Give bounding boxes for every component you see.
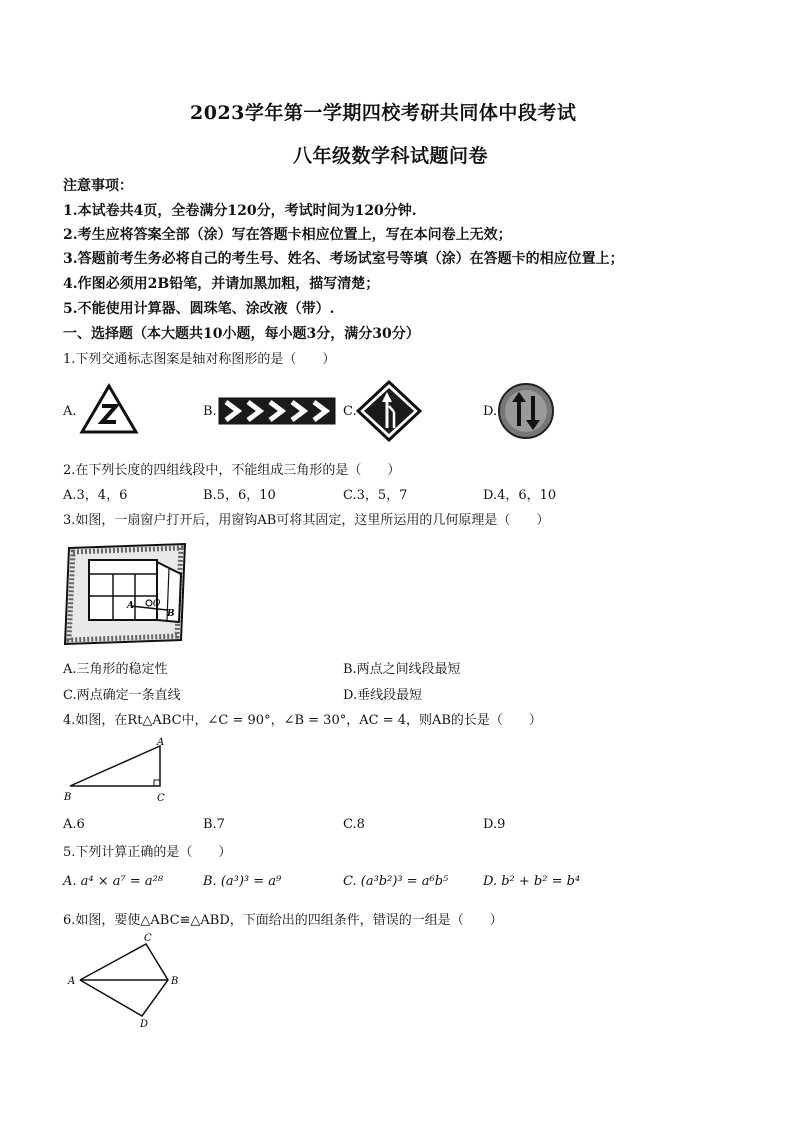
- q4-option-a: A.6: [63, 817, 85, 832]
- q5-option-c: C. (a³b²)³ = a⁶b⁵: [343, 874, 449, 889]
- q5-option-a: A. a⁴ × a⁷ = a²⁸: [63, 874, 164, 889]
- question-6-stem: 6.如图，要使△ABC≌△ABD，下面给出的四组条件，错误的一组是（ ）: [63, 913, 503, 928]
- q3-option-b: B.两点之间线段最短: [343, 662, 461, 677]
- question-1-stem: 1.下列交通标志图案是轴对称图形的是（ ）: [63, 352, 336, 367]
- q6-label-b: B: [171, 976, 179, 987]
- notice-item-1: 1.本试卷共4页，全卷满分120分，考试时间为120分钟.: [63, 203, 417, 219]
- notice-heading: 注意事项：: [63, 178, 133, 194]
- notice-item-3: 3.答题前考生务必将自己的考生号、姓名、考场试室号等填（涂）在答题卡的相应位置上；: [63, 251, 624, 267]
- q5-option-d: D. b² + b² = b⁴: [483, 874, 581, 889]
- q1-option-d-label: D.: [483, 404, 498, 419]
- q3-option-a: A.三角形的稳定性: [63, 662, 168, 677]
- notice-item-2: 2.考生应将答案全部（涂）写在答题卡相应位置上，写在本问卷上无效；: [63, 227, 512, 243]
- exam-subtitle: 八年级数学科试题问卷: [293, 145, 489, 167]
- q3-label-o: O: [153, 599, 161, 609]
- question-4-stem: 4.如图，在Rt△ABC中，∠C = 90°，∠B = 30°，AC = 4，则AB的长是（ ）: [63, 713, 542, 728]
- q1-sign-c-icon: [356, 380, 422, 442]
- q6-label-a: A: [68, 976, 76, 987]
- q1-sign-d-icon: [497, 382, 555, 440]
- question-5-stem: 5.下列计算正确的是（ ）: [63, 845, 232, 860]
- q4-option-b: B.7: [203, 817, 225, 832]
- q1-option-b-label: B.: [203, 404, 217, 419]
- q4-label-b: B: [64, 792, 72, 803]
- q1-option-c-label: C.: [343, 404, 357, 419]
- q1-sign-b-icon: [218, 397, 336, 425]
- q4-triangle-figure: [60, 734, 180, 806]
- notice-item-5: 5.不能使用计算器、圆珠笔、涂改液（带）.: [63, 301, 335, 317]
- q4-option-c: C.8: [343, 817, 365, 832]
- q3-option-d: D.垂线段最短: [343, 688, 423, 703]
- q2-option-a: A.3，4，6: [63, 488, 128, 503]
- q3-option-c: C.两点确定一条直线: [63, 688, 181, 703]
- section-heading: 一、选择题（本大题共10小题，每小题3分，满分30分）: [63, 326, 420, 342]
- q4-label-a: A: [157, 737, 165, 748]
- q5-option-b: B. (a³)³ = a⁹: [203, 874, 282, 889]
- q4-option-d: D.9: [483, 817, 506, 832]
- q4-label-c: C: [157, 793, 165, 804]
- q6-quadrilateral-figure: [62, 930, 192, 1030]
- question-3-stem: 3.如图，一扇窗户打开后，用窗钩AB可将其固定，这里所运用的几何原理是（ ）: [63, 513, 550, 528]
- q1-sign-a-icon: [78, 382, 140, 436]
- question-2-stem: 2.在下列长度的四组线段中，不能组成三角形的是（ ）: [63, 463, 401, 478]
- q2-option-d: D.4，6，10: [483, 488, 557, 503]
- q3-label-a: A: [127, 601, 134, 611]
- notice-item-4: 4.作图必须用2B铅笔，并请加黑加粗，描写清楚；: [63, 276, 380, 292]
- exam-title: 2023学年第一学期四校考研共同体中段考试: [190, 102, 577, 124]
- q6-label-d: D: [140, 1019, 149, 1030]
- q1-option-a-label: A.: [63, 404, 77, 419]
- q3-label-b: B: [167, 609, 175, 619]
- q3-window-figure: [63, 540, 193, 646]
- q2-option-b: B.5，6，10: [203, 488, 276, 503]
- q6-label-c: C: [144, 933, 152, 944]
- q2-option-c: C.3，5，7: [343, 488, 408, 503]
